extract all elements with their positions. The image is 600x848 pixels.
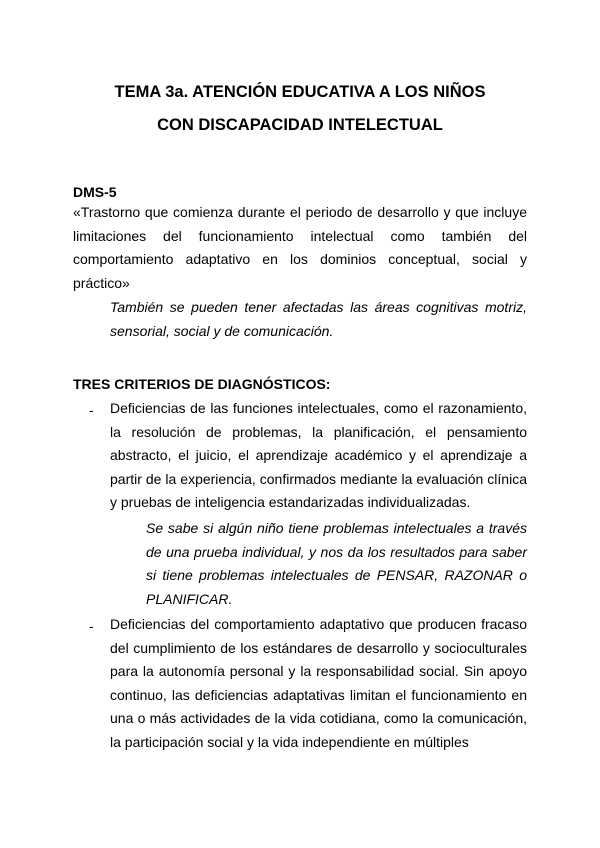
criteria-item-1-text: Deficiencias de las funciones intelectuales, como el razonamiento, la resolución de problemas, la planificación, el pensamiento abstracto, el juicio, el aprendizaje académico y el aprendizaje a partir de la experiencia, confirmados mediante la evaluación clínica y pruebas de inteligencia estandarizadas individualizadas. [110,400,527,510]
criteria-heading: TRES CRITERIOS DE DIAGNÓSTICOS: [73,376,331,392]
dms-quote: «Trastorno que comienza durante el periodo de desarrollo y que incluye limitaciones del funcionamiento intelectual como también del comportamiento adaptativo en los dominios conceptual, social y práctico» [73,204,527,291]
document-title-line-2: CON DISCAPACIDAD INTELECTUAL [157,116,443,134]
criteria-item-1-note: Se sabe si algún niño tiene problemas intelectuales a través de una prueba individual, y nos da los resultados para saber si tiene problemas intelectuales de PENSAR, RAZONAR o PLANIFICAR. [146,520,527,607]
dms-note: También se pueden tener afectadas las áreas cognitivas motriz, sensorial, social y de comunicación. [110,299,527,339]
criteria-item-2-text: Deficiencias del comportamiento adaptativo que producen fracaso del cumplimiento de los estándares de desarrollo y socioculturales para la autonomía personal y la responsabilidad social. Sin apoyo continuo, las deficiencias adaptativas limitan el funcionamiento en una o más actividades de la vida cotidiana, como la comunicación, la participación social y la vida independiente en múltiples [110,616,527,750]
dms-heading: DMS-5 [73,184,117,200]
criteria-item-2-marker: - [89,618,94,634]
criteria-item-1-marker: - [89,402,94,418]
document-title-line-1: TEMA 3a. ATENCIÓN EDUCATIVA A LOS NIÑOS [114,83,486,101]
